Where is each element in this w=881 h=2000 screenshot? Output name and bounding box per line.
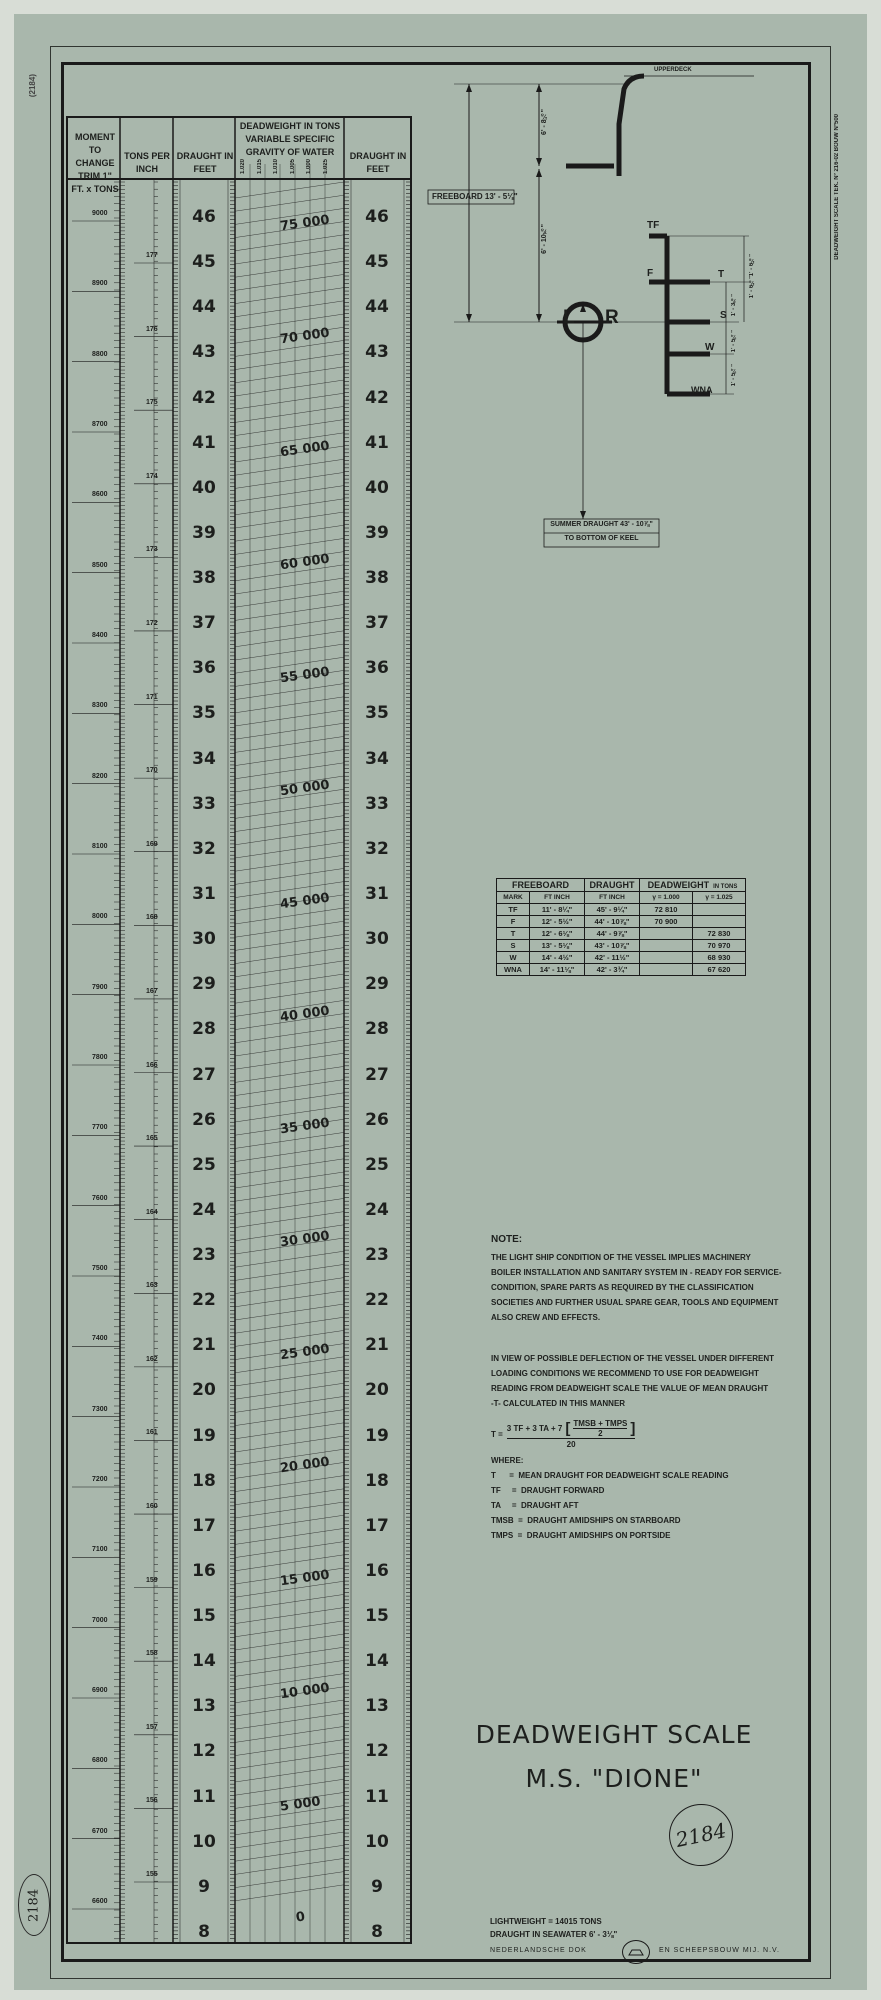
draught-left-number: 20 [192, 1380, 216, 1401]
moment-value: 7300 [92, 1405, 108, 1413]
draught-right-number: 44 [365, 297, 389, 318]
dim-top: 6' - 8⅛" [541, 109, 548, 135]
table-row [497, 952, 746, 964]
draught-left-number: 46 [192, 207, 216, 227]
table-cell: 14' - 11⅛" [530, 964, 585, 976]
moment-value: 8800 [92, 350, 108, 358]
draught-right-number: 30 [365, 929, 389, 950]
tpi-value: 167 [146, 987, 158, 995]
table-cell: 14' - 4½" [530, 952, 585, 964]
draught-left-number: 32 [192, 838, 216, 859]
draught-left-number: 35 [192, 703, 216, 724]
note-para2-line: READING FROM DEADWEIGHT SCALE THE VALUE OF MEAN DRAUGHT [491, 1384, 769, 1393]
load-line-label: F [647, 268, 654, 279]
gravity-label: 1.015 [256, 159, 263, 175]
draught-left-number: 30 [192, 929, 216, 950]
moment-value: 7400 [92, 1335, 108, 1343]
moment-value: 8600 [92, 491, 108, 499]
draught-right-number: 39 [365, 522, 389, 543]
formula-numerator: 3 TF + 3 TA + 7 [506, 1423, 563, 1433]
moment-value: 7600 [92, 1194, 108, 1202]
deadweight-value: 25 000 [279, 1341, 331, 1364]
moment-value: 8100 [92, 843, 108, 850]
draught-right-number: 42 [365, 387, 389, 408]
table-cell: 12' - 6⅛" [530, 928, 585, 940]
draught-right-number: 13 [365, 1696, 389, 1717]
draught-left-number: 21 [192, 1335, 216, 1356]
deadweight-value: 30 000 [279, 1229, 331, 1251]
note-para2-line: -T- CALCULATED IN THIS MANNER [491, 1399, 626, 1408]
draught-left-number: 31 [192, 883, 216, 904]
table-row [497, 904, 746, 916]
tpi-value: 156 [146, 1797, 158, 1805]
table-cell: T [497, 928, 530, 940]
moment-value: 7100 [92, 1546, 108, 1554]
moment-value: 6700 [92, 1827, 108, 1835]
stamp-number: 2184 [663, 1798, 738, 1872]
draught-right-number: 25 [365, 1154, 389, 1175]
draught-right-number: 34 [365, 748, 389, 769]
table-cell: 42' - 3¾" [585, 964, 640, 976]
dim-bottom: 6' - 10⅞" [541, 224, 548, 254]
deadweight-value: 70 000 [279, 325, 331, 348]
table-cell [640, 928, 693, 940]
note-para2-line: IN VIEW OF POSSIBLE DEFLECTION OF THE VESSEL UNDER DIFFERENT [491, 1354, 774, 1363]
table-cell: 44' - 10⅞" [585, 916, 640, 928]
moment-value: 7700 [92, 1124, 108, 1132]
note-line: CONDITION, SPARE PARTS AS REQUIRED BY THE CLASSIFICATION [491, 1283, 754, 1292]
tpi-value: 172 [146, 619, 158, 627]
draught-right-number: 32 [365, 838, 389, 859]
formula-bracket-num: TMSB + TMPS [573, 1418, 628, 1428]
moment-value: 8900 [92, 280, 108, 288]
header-draught-left: DRAUGHT IN FEET [176, 151, 234, 174]
deadweight-value: 0 [295, 1909, 307, 1926]
table-row [497, 928, 746, 940]
table-subheader: MARK [497, 892, 530, 904]
table-row [497, 940, 746, 952]
freeboard-table-wrap [496, 878, 746, 976]
draught-right-number: 22 [365, 1290, 389, 1311]
margin-number: 2184 [18, 1874, 50, 1936]
tpi-value: 177 [146, 252, 158, 259]
header-deadweight: DEADWEIGHT IN TONS VARIABLE SPECIFIC GRAVITY OF WATER [239, 120, 341, 157]
table-subheader: FT INCH [585, 892, 640, 904]
table-cell: F [497, 916, 530, 928]
where-label: WHERE: [491, 1456, 524, 1465]
draught-left-number: 43 [192, 342, 216, 363]
moment-value: 8200 [92, 772, 108, 780]
table-cell: 70 900 [640, 916, 693, 928]
draught-left-number: 17 [192, 1515, 216, 1536]
note-title: NOTE: [491, 1234, 523, 1245]
moment-value: 8000 [92, 913, 108, 921]
draught-right-number: 27 [365, 1064, 389, 1085]
moment-value: 7800 [92, 1054, 108, 1061]
draught-right-number: 21 [365, 1335, 389, 1356]
draught-left-number: 25 [192, 1154, 216, 1175]
moment-value: 6600 [92, 1898, 108, 1905]
draught-right-number: 9 [371, 1876, 383, 1897]
draught-left-number: 23 [192, 1245, 216, 1266]
tpi-value: 162 [146, 1355, 158, 1363]
draught-left-number: 33 [192, 793, 216, 814]
table-group-deadweight-unit: IN TONS [713, 884, 738, 890]
table-cell: W [497, 952, 530, 964]
note-line: SOCIETIES AND FURTHER USUAL SPARE GEAR, TOOLS AND EQUIPMENT [491, 1298, 779, 1307]
draught-right-number: 12 [365, 1741, 389, 1762]
tpi-value: 170 [146, 767, 158, 775]
table-cell: 12' - 5½" [530, 916, 585, 928]
company-right: EN SCHEEPSBOUW MIJ. N.V. [659, 1947, 780, 1954]
gravity-label: 1.005 [289, 159, 296, 175]
draught-left-number: 34 [192, 748, 216, 769]
draught-left-number: 14 [192, 1651, 216, 1672]
load-line-label: S [720, 310, 727, 321]
draught-left-number: 36 [192, 658, 216, 679]
table-cell: 72 830 [693, 928, 746, 940]
tpi-value: 171 [146, 693, 158, 701]
note-definition: TF = DRAUGHT FORWARD [491, 1486, 605, 1495]
deadweight-value: 20 000 [279, 1454, 331, 1477]
gravity-label: 1.000 [306, 159, 312, 175]
draught-left-number: 19 [192, 1425, 216, 1446]
table-subheader: γ = 1.025 [693, 892, 746, 904]
table-cell: 45' - 9¼" [585, 904, 640, 916]
company-left: NEDERLANDSCHE DOK [490, 1947, 587, 1954]
disc-left-letter: L [563, 307, 575, 328]
table-cell: 68 930 [693, 952, 746, 964]
note-definition: TA = DRAUGHT AFT [491, 1501, 579, 1510]
draught-right-number: 38 [365, 568, 389, 589]
logo-icon [627, 1946, 645, 1958]
tpi-value: 176 [146, 325, 158, 333]
header-moment: MOMENT TO CHANGE TRIM 1" FT. x TONS [71, 131, 119, 194]
draught-right-number: 43 [365, 342, 389, 363]
draught-left-number: 45 [192, 252, 216, 273]
draught-right-number: 37 [365, 613, 389, 634]
upper-deck-label: UPPERDECK [654, 67, 692, 73]
table-group-freeboard: FREEBOARD [497, 879, 585, 892]
moment-value: 9000 [92, 210, 108, 217]
note-definition: TMSB = DRAUGHT AMIDSHIPS ON STARBOARD [491, 1516, 681, 1525]
table-subheader: γ = 1.000 [640, 892, 693, 904]
load-line-label: TF [647, 220, 660, 231]
freeboard-label: FREEBOARD 13' - 5⅛" [432, 192, 518, 201]
draught-right-number: 33 [365, 793, 389, 814]
freeboard-diagram [14, 14, 867, 1990]
side-text: DEADWEIGHT SCALE TEK. Nº 216-02 BOUW Nº500 [834, 114, 840, 260]
draught-left-number: 18 [192, 1470, 216, 1491]
table-row [497, 916, 746, 928]
tpi-value: 166 [146, 1061, 158, 1069]
deadweight-value: 55 000 [279, 664, 331, 687]
draught-right-number: 41 [365, 432, 389, 453]
table-cell: 42' - 11½" [585, 952, 640, 964]
tpi-value: 165 [146, 1135, 158, 1143]
tpi-value: 173 [146, 546, 158, 554]
draught-left-number: 41 [192, 432, 216, 453]
tpi-value: 175 [146, 399, 158, 407]
deadweight-value: 45 000 [279, 890, 331, 912]
table-cell: 72 810 [640, 904, 693, 916]
moment-value: 8300 [92, 702, 108, 710]
draught-right-number: 28 [365, 1019, 389, 1040]
note-definition: TMPS = DRAUGHT AMIDSHIPS ON PORTSIDE [491, 1531, 671, 1540]
load-line-label: WNA [691, 385, 713, 395]
header-draught-right: DRAUGHT IN FEET [349, 151, 407, 174]
tpi-value: 164 [146, 1208, 158, 1216]
draught-right-number: 8 [371, 1922, 383, 1942]
draught-right-number: 15 [365, 1606, 389, 1627]
draught-seawater: DRAUGHT IN SEAWATER 6' - 3⅛" [490, 1930, 618, 1939]
draught-left-number: 12 [192, 1741, 216, 1762]
gravity-label: 1.020 [240, 159, 246, 175]
note-line: THE LIGHT SHIP CONDITION OF THE VESSEL IMPLIES MACHINERY [491, 1253, 751, 1262]
moment-value: 6900 [92, 1687, 108, 1694]
draught-left-number: 8 [198, 1922, 210, 1942]
deadweight-value: 50 000 [279, 777, 331, 800]
draught-left-number: 11 [192, 1786, 216, 1807]
draught-left-number: 37 [192, 613, 216, 634]
moment-value: 7900 [92, 983, 108, 991]
tpi-value: 160 [146, 1503, 158, 1511]
gravity-label: 1.010 [273, 159, 279, 175]
deadweight-value: 10 000 [279, 1680, 331, 1703]
note-block [491, 1232, 821, 1543]
table-group-deadweight [640, 879, 746, 892]
deadweight-value: 35 000 [279, 1116, 331, 1138]
note-definition: T = MEAN DRAUGHT FOR DEADWEIGHT SCALE READING [491, 1471, 729, 1480]
tpi-value: 157 [146, 1723, 158, 1731]
draught-right-number: 29 [365, 974, 389, 995]
tpi-value: 161 [146, 1429, 158, 1437]
tpi-value: 174 [146, 472, 158, 480]
tpi-value: 163 [146, 1282, 158, 1290]
table-cell: TF [497, 904, 530, 916]
draught-right-number: 40 [365, 477, 389, 498]
table-row [497, 964, 746, 976]
formula: T = 3 TF + 3 TA + 7 [ TMSB + TMPS 2 ] 20 [491, 1418, 636, 1449]
draught-left-number: 44 [192, 297, 216, 318]
deadweight-value: 65 000 [279, 438, 331, 461]
table-cell: 43' - 10⅞" [585, 940, 640, 952]
draught-right-number: 16 [365, 1560, 389, 1581]
draught-left-number: 9 [198, 1876, 210, 1897]
draught-right-number: 31 [365, 883, 389, 904]
summer-draught-2: TO BOTTOM OF KEEL [564, 535, 639, 542]
note-line: ALSO CREW AND EFFECTS. [491, 1313, 601, 1322]
moment-value: 7200 [92, 1476, 108, 1483]
tpi-value: 155 [146, 1871, 158, 1878]
table-cell [640, 952, 693, 964]
draught-left-number: 39 [192, 522, 216, 543]
note-para2-line: LOADING CONDITIONS WE RECOMMEND TO USE FOR DEADWEIGHT [491, 1369, 759, 1378]
load-line-dim: 1' - 3⅞" [731, 294, 737, 317]
title-line-1: DEADWEIGHT SCALE [475, 1720, 753, 1749]
draught-right-number: 26 [365, 1109, 389, 1130]
table-cell [693, 916, 746, 928]
deadweight-value: 40 000 [279, 1003, 331, 1025]
freeboard-table [496, 878, 746, 976]
table-cell [640, 940, 693, 952]
table-subheader: FT INCH [530, 892, 585, 904]
draught-left-number: 29 [192, 974, 216, 995]
table-cell: S [497, 940, 530, 952]
moment-value: 8400 [92, 632, 108, 639]
tpi-value: 168 [146, 914, 158, 922]
draught-left-number: 27 [192, 1064, 216, 1085]
table-group-deadweight-label: DEADWEIGHT [647, 880, 710, 890]
title-line-2: M.S. "DIONE" [525, 1764, 703, 1793]
gravity-label: 1.025 [322, 159, 329, 175]
moment-value: 7500 [92, 1265, 108, 1272]
draught-left-number: 24 [192, 1199, 216, 1220]
draught-right-number: 36 [365, 658, 389, 679]
draught-right-number: 46 [365, 207, 389, 227]
tpi-value: 169 [146, 840, 158, 848]
draught-left-number: 16 [192, 1560, 216, 1581]
draught-right-number: 23 [365, 1245, 389, 1266]
draught-right-number: 10 [365, 1831, 389, 1852]
note-line: BOILER INSTALLATION AND SANITARY SYSTEM IN - READY FOR SERVICE- [491, 1268, 782, 1277]
tpi-value: 158 [146, 1650, 158, 1658]
disc-right-letter: R [605, 307, 619, 328]
table-cell [693, 904, 746, 916]
draught-right-number: 24 [365, 1199, 389, 1220]
table-cell: WNA [497, 964, 530, 976]
table-cell [640, 964, 693, 976]
moment-value: 8500 [92, 561, 108, 569]
draught-left-number: 10 [192, 1831, 216, 1852]
deadweight-value: 15 000 [279, 1567, 331, 1590]
deadweight-value: 60 000 [279, 551, 331, 574]
formula-left: T = [491, 1429, 503, 1439]
table-group-draught: DRAUGHT [585, 879, 640, 892]
table-cell: 70 970 [693, 940, 746, 952]
table-cell: 67 620 [693, 964, 746, 976]
summer-draught-1: SUMMER DRAUGHT 43' - 10⅞" [550, 521, 653, 528]
formula-bracket-den: 2 [598, 1428, 603, 1438]
load-line-dim: 1' - 6⅛" [749, 276, 755, 299]
moment-value: 7000 [92, 1616, 108, 1624]
draught-right-number: 18 [365, 1470, 389, 1491]
draught-left-number: 28 [192, 1019, 216, 1040]
deadweight-value: 75 000 [279, 212, 331, 235]
load-line-label: T [718, 269, 725, 280]
drawing-sheet [14, 14, 867, 1990]
draught-right-number: 11 [365, 1786, 389, 1807]
table-cell: 11' - 8¼" [530, 904, 585, 916]
top-left-margin: (2184) [28, 74, 37, 98]
draught-right-number: 20 [365, 1380, 389, 1401]
load-line-dim: 1' - 5¾" [731, 364, 737, 387]
deadweight-value: 5 000 [279, 1794, 322, 1815]
draught-left-number: 22 [192, 1290, 216, 1311]
formula-denominator: 20 [566, 1439, 576, 1449]
load-line-dim: 1' - 5¾" [731, 330, 737, 353]
draught-right-number: 45 [365, 252, 389, 273]
load-line-dim: 1' - 6⅛" [749, 254, 755, 277]
table-cell: 13' - 5⅛" [530, 940, 585, 952]
draught-right-number: 14 [365, 1651, 389, 1672]
draught-left-number: 15 [192, 1606, 216, 1627]
lightweight: LIGHTWEIGHT = 14015 TONS [490, 1917, 602, 1926]
moment-value: 6800 [92, 1757, 108, 1765]
load-line-label: W [705, 342, 715, 353]
draught-right-number: 19 [365, 1425, 389, 1446]
draught-left-number: 13 [192, 1696, 216, 1717]
draught-right-number: 17 [365, 1515, 389, 1536]
draught-right-number: 35 [365, 703, 389, 724]
header-tons-per-inch: TONS PER INCH [124, 151, 170, 174]
draught-left-number: 40 [192, 477, 216, 498]
company-logo [622, 1940, 650, 1964]
table-cell: 44' - 9⅞" [585, 928, 640, 940]
tpi-value: 159 [146, 1576, 158, 1584]
draught-left-number: 42 [192, 387, 216, 408]
draught-left-number: 26 [192, 1109, 216, 1130]
draught-left-number: 38 [192, 568, 216, 589]
moment-value: 8700 [92, 421, 108, 428]
